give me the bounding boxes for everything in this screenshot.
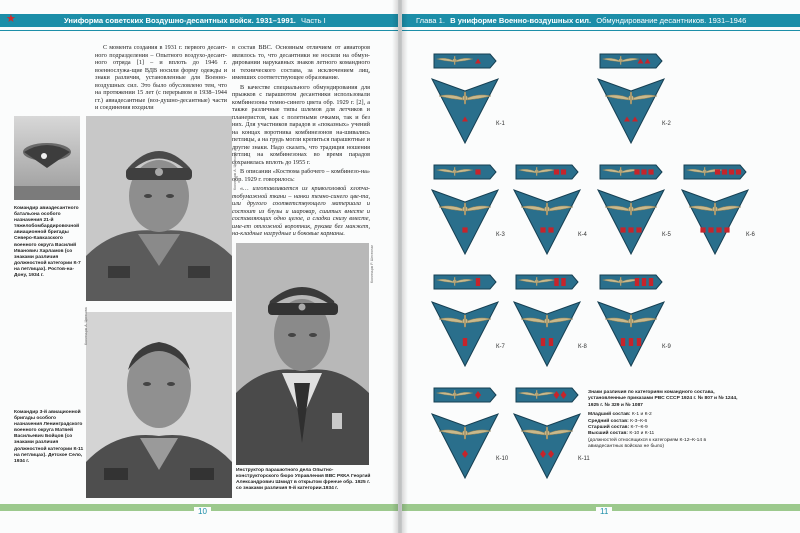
- rhombus-patch-insignia: [594, 77, 668, 147]
- collar-tab-insignia: [598, 163, 664, 181]
- caption-kharlamov: Командир авиадесантного батальона особого назначения 21-й тяжелобомбардировочной авиационной бригады Северо-Кавказского военного округа Василий Иванович Харламов (со знаками различия должностной категории К-7 на петлицах). Ростов-на-Дону, 1934 г.: [14, 206, 81, 279]
- collar-tab-insignia: [432, 163, 498, 181]
- paragraph: В качестве специального обмундирования для прыжков с парашютом десантники использовали комбинезоны темно-синего цвета обр. 1929 г. [2], а также различные типы шлемов для летчиков и планеристов, как с полетными очками, так и без них. Для участников парадов и «показных» учений на концах воротника комбинезонов на-шивались петлицы, а на грудь могли крепиться парашютные и другие знаки. Надо сказать, что традиция ношения петлиц на комбинезонах во время парадов сохранялась вплоть до 1955 г.: [232, 83, 370, 166]
- caption-boytsov: Командир 3-й авиационной бригады особого назначения Ленинградского военного округа Матвей Васильевич Бойцов (со знаками различия должностной категории К-11 на петлицах). Детское Село, 1934 г.: [14, 410, 84, 464]
- rhombus-patch-insignia: [428, 300, 502, 370]
- rhombus-patch-insignia: [428, 412, 502, 482]
- paragraph: С момента создания в 1931 г. первого десант-ного подразделения – Опытного воздухо-десант-ного отряда [1] – и вплоть до 1946 г. военнослужа-щие ВДВ носили форму одежды и знаки различия, установленные для Военно-воздушных сил. Это было обусловлено тем, что на протяжении 15 лет (с перерывом в 1938–1944 гг.) авиадесантные (воз-душно-десантные) части и соединения входили: [95, 44, 227, 111]
- left-header-part: Часть I: [301, 16, 326, 25]
- insignia-label: К-1: [496, 121, 505, 127]
- left-text-col1: [95, 44, 227, 114]
- parachute-photo: [14, 116, 80, 200]
- collar-tab-insignia: [432, 386, 498, 404]
- note-line: Старший состав: К-7–К-9: [588, 425, 648, 431]
- insignia-label: К-5: [662, 232, 671, 238]
- collar-tab-insignia: [432, 273, 498, 291]
- rhombus-patch-insignia: [594, 300, 668, 370]
- paragraph: В описании «Костюма рабочего – комбинезо-на» обр. 1929 г. говорилось:: [232, 168, 370, 183]
- right-header-sub: Обмундирование десантников. 1931–1946: [596, 16, 747, 25]
- left-page: [0, 0, 398, 533]
- photo-credit: Коллекция А. Цветкова: [84, 307, 88, 345]
- rhombus-patch-insignia: [594, 188, 668, 258]
- insignia-label: К-7: [496, 344, 505, 350]
- photo-credit: Коллекция Р. Шестопал: [370, 244, 374, 283]
- caption-shmidt: Инструктор парашютного дела Опытно-конструкторского бюро Управления ВВС РККА Георгий Александрович Шмидт в открытом френче обр. 1925 г. со знаками различия 9-й категории.1934 г.: [236, 468, 371, 492]
- red-star-icon: ★: [6, 13, 16, 25]
- insignia-label: К-11: [578, 456, 590, 462]
- right-page: [402, 0, 800, 533]
- collar-tab-insignia: [598, 52, 664, 70]
- note-line: Средний состав: К-3–К-6: [588, 418, 648, 424]
- right-page-number: 11: [596, 507, 612, 516]
- left-page-number: 10: [194, 507, 211, 516]
- collar-tab-insignia: [682, 163, 748, 181]
- rhombus-patch-insignia: [510, 188, 584, 258]
- note-line: Младший состав: К-1 и К-2: [588, 412, 652, 418]
- insignia-label: К-4: [578, 232, 587, 238]
- collar-tab-insignia: [514, 273, 580, 291]
- insignia-label: К-8: [578, 344, 587, 350]
- rhombus-patch-insignia: [678, 188, 752, 258]
- insignia-label: К-2: [662, 121, 671, 127]
- note-title: Знаки различия по категориям командного состава, установленные приказами РВС СССР 1924 г. № 807 и № 1244, 1925 г. № 329 и № 1087: [588, 390, 738, 408]
- left-header-rule: [0, 30, 398, 31]
- right-header-title: В униформе Военно-воздушных сил.: [450, 16, 592, 25]
- rhombus-patch-insignia: [510, 300, 584, 370]
- right-header-chapter: Глава 1.: [416, 16, 445, 25]
- insignia-note: [588, 390, 738, 451]
- right-header-bar: [402, 14, 800, 27]
- rhombus-patch-insignia: [510, 412, 584, 482]
- left-text-col2: [232, 44, 370, 240]
- portrait-kharlamov-photo: [86, 116, 232, 301]
- collar-tab-insignia: [514, 386, 580, 404]
- quote-paragraph: «… изготавливается из кривоголовой хлопча-тобумажной ткани – нанки темно-синего цве-та, или другого соответствующего материала и состоит из блузы и шаровар, сшитых вместе и составляющих одно целое, а сладки снизу вместе, име-ет отложной воротник, рукава без манжет, на-кладные нагрудные и боковые карманы.: [232, 185, 370, 237]
- insignia-label: К-6: [746, 232, 755, 238]
- collar-tab-insignia: [432, 52, 498, 70]
- collar-tab-insignia: [598, 273, 664, 291]
- right-header-rule: [402, 30, 800, 31]
- portrait-boytsov-photo: [86, 312, 232, 498]
- portrait-shmidt-photo: [236, 243, 369, 465]
- insignia-label: К-10: [496, 456, 509, 462]
- collar-tab-insignia: [514, 163, 580, 181]
- note-tail: (должностей относящихся к категориям К-12–К-14 в авиадесантных войсках не было): [588, 437, 707, 450]
- paragraph: в состав ВВС. Основным отличием от авиаторов являлось то, что десантники не носили на обмун-дировании нарукавных знаков летного командного и технического состава, за исключением лиц, имевших соответствующее образование.: [232, 44, 370, 81]
- left-header-title: Униформа советских Воздушно-десантных войск. 1931–1991.: [64, 16, 296, 25]
- insignia-label: К-9: [662, 344, 671, 350]
- left-header-bar: [0, 14, 398, 27]
- insignia-label: К-3: [496, 232, 505, 238]
- book-gutter: [392, 0, 408, 533]
- rhombus-patch-insignia: [428, 77, 502, 147]
- rhombus-patch-insignia: [428, 188, 502, 258]
- note-line: Высший состав: К-10 и К-11: [588, 431, 655, 437]
- photo-credit: Коллекция А. Цветкова: [233, 152, 237, 190]
